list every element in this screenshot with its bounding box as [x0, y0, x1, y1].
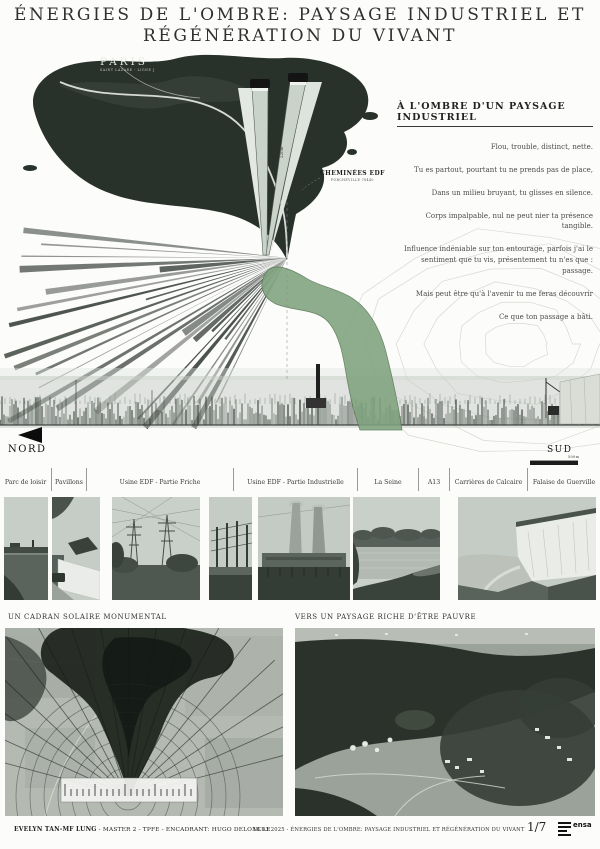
poem-stanza: Corps impalpable, nul ne peut nier ta présence tangible. — [425, 211, 593, 231]
photo-graphic — [458, 497, 596, 600]
section-label-pavillons: Pavillons — [51, 468, 86, 491]
chimneys-subtitle: PORCHEVILLE 78440 — [330, 177, 374, 182]
logo-bar — [558, 826, 571, 828]
section-labels-row — [0, 468, 600, 491]
section-label-seine: La Seine — [357, 468, 418, 491]
photo-clotures — [209, 497, 252, 600]
chimneys-label — [320, 171, 385, 182]
scale-value: 500m — [568, 455, 580, 459]
section-label-a13: A13 — [418, 468, 449, 491]
photo-falaise-carriere — [458, 497, 596, 600]
photo-centrale-edf — [258, 497, 350, 600]
poem-heading: À L'OMBRE D'UN PAYSAGE INDUSTRIEL — [397, 101, 593, 127]
section-label-parc: Parc de loisir — [4, 479, 47, 487]
school-logo — [558, 821, 592, 839]
section-label-friche: Usine EDF - Partie Friche — [86, 468, 233, 491]
chimneys-title: CHEMINÉES EDF — [320, 170, 385, 177]
sundial-plan-graphic — [5, 628, 283, 816]
main-drawing-board — [0, 46, 600, 470]
page-number: 1/7 — [527, 820, 547, 834]
paris-subtitle: SAINT LAZARE - LIGNE J — [100, 67, 155, 72]
section-label-carrieres: Carrières de Calcaire — [449, 468, 527, 491]
sundial-plan-panel — [5, 628, 283, 816]
north-indicator: NORD — [8, 444, 47, 455]
poem-stanza: Mais peut être qu'à l'avenir tu me feras découvrir — [415, 289, 593, 298]
photo-graphic — [4, 497, 48, 600]
photo-graphic — [353, 497, 440, 600]
paris-title: PARIS — [100, 56, 148, 68]
poem-stanza: Ce que ton passage a bâti. — [498, 312, 593, 321]
logo-bar — [558, 822, 571, 824]
aerial-view-graphic — [295, 628, 595, 816]
south-indicator — [547, 445, 580, 459]
scale-bar — [530, 461, 578, 465]
page-title — [0, 5, 600, 46]
logo-text: ensa — [573, 821, 592, 829]
chimney-height-label: 220m — [279, 146, 284, 158]
author-credits: - MASTER 2 - TPFE - ENCADRANT: HUGO DELONCLE — [98, 827, 271, 833]
aerial-view-panel — [295, 628, 595, 816]
photo-pavillons — [52, 497, 100, 600]
title-line-1: ÉNERGIES DE L'OMBRE: PAYSAGE INDUSTRIEL ET — [14, 5, 586, 25]
north-arrow-icon — [18, 427, 42, 443]
photo-graphic — [258, 497, 350, 600]
footer-project-line: 18.03.2025 - ÉNERGIES DE L'OMBRE: PAYSAGE INDUSTRIEL ET RÉGÉNÉRATION DU VIVANT — [253, 827, 525, 833]
photo-la-seine — [353, 497, 440, 600]
section-label-industrielle: Usine EDF - Partie Industrielle — [233, 468, 357, 491]
photo-graphic — [209, 497, 252, 600]
logo-bar — [558, 834, 571, 836]
south-label: SUD — [547, 445, 573, 455]
section-label-falaise: Falaise de Guerville — [527, 468, 600, 491]
photo-graphic — [112, 497, 200, 600]
title-line-2: RÉGÉNÉRATION DU VIVANT — [142, 25, 458, 46]
poem-stanza: Tu es partout, pourtant tu ne prends pas de place, — [414, 165, 593, 174]
panel-title-paysage: VERS UN PAYSAGE RICHE D'ÊTRE PAUVRE — [295, 613, 477, 621]
logo-bar — [558, 830, 567, 832]
poem-block — [397, 101, 593, 334]
author-name: EVELYN TAN-MF LUNG — [14, 826, 97, 833]
photo-parc-de-loisir — [4, 497, 48, 600]
poem-stanza: Dans un milieu bruyant, tu glisses en silence. — [431, 188, 593, 197]
poem-stanza: Flou, trouble, distinct, nette. — [490, 143, 593, 151]
poem-stanza: Influence indéniable sur ton entourage, parfois j'ai le sentiment que tu vis, présentement tu n'es que : passage. — [404, 245, 593, 275]
photo-graphic — [52, 497, 100, 600]
footer-credits — [14, 826, 271, 833]
paris-label — [100, 57, 155, 72]
photo-pylones-friche — [112, 497, 200, 600]
panel-title-sundial: UN CADRAN SOLAIRE MONUMENTAL — [8, 613, 167, 621]
